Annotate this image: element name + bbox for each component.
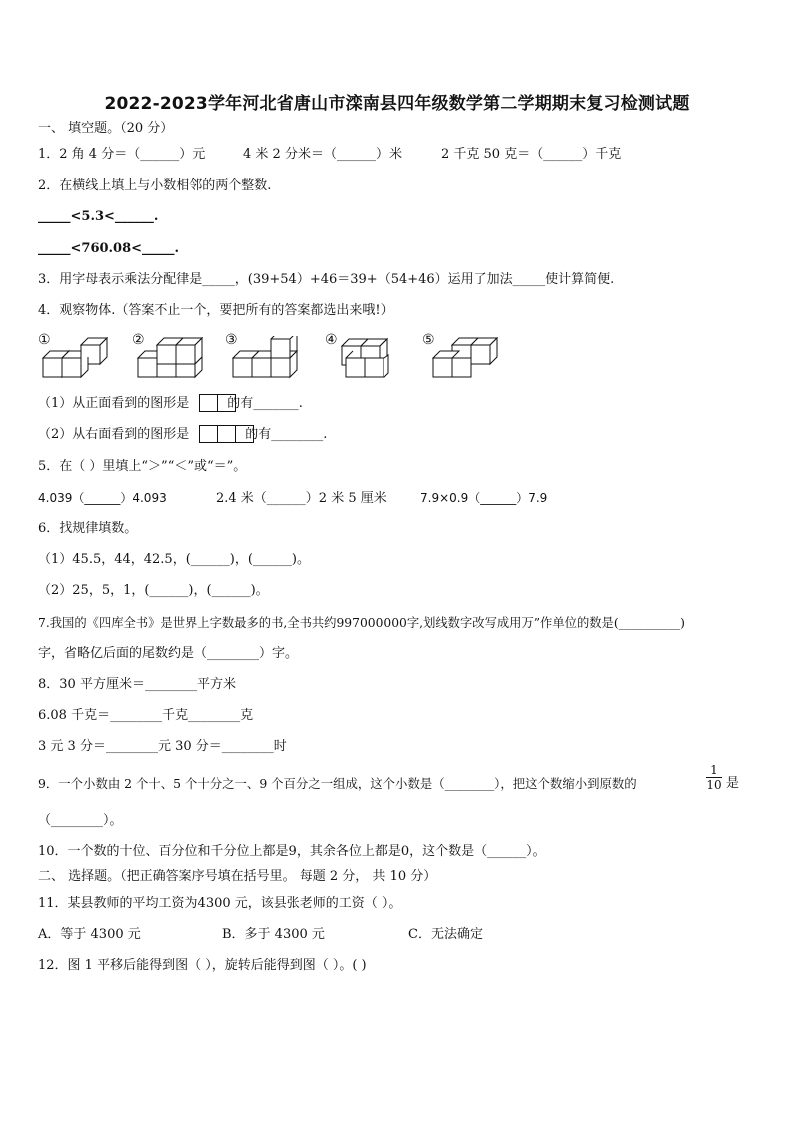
- q1-part-a: 1．2 角 4 分＝（______）元: [38, 147, 206, 162]
- section-2-heading: 二、 选择题。（把正确答案序号填在括号里。 每题 2 分， 共 10 分）: [38, 869, 437, 884]
- exam-title: 2022-2023学年河北省唐山市滦南县四年级数学第二学期期末复习检测试题: [104, 94, 690, 114]
- q5-item-a: 4.039（______）4.093: [38, 491, 167, 505]
- q7-line-2: 字，省略亿后面的尾数约是（________）字。: [38, 646, 299, 661]
- q9-line-1: 9．一个小数由 2 个十、5 个十分之一、9 个百分之一组成，这个小数是（________），把这个数缩小到原数的: [38, 776, 637, 791]
- q2-line-b: _____<760.08<_____.: [38, 241, 180, 256]
- q8-line-2: 6.08 千克＝________千克________克: [38, 708, 254, 723]
- question-3: 3．用字母表示乘法分配律是_____，(39+54）+46＝39+（54+46）运用了加法_____使计算简便.: [38, 272, 615, 287]
- figure-label-4: ④: [325, 332, 338, 348]
- q11-option-b: B．多于 4300 元: [222, 927, 325, 942]
- q4-sub-2-suffix: 的有________.: [245, 427, 328, 442]
- q9-line-2: （________）。: [38, 813, 123, 828]
- figure-label-1: ①: [38, 332, 51, 348]
- figure-label-2: ②: [132, 332, 145, 348]
- question-4: 4．观察物体.（答案不止一个，要把所有的答案都选出来哦!）: [38, 303, 394, 318]
- cube-figure-2: [133, 336, 203, 382]
- q4-sub-1-suffix: 的有_______.: [227, 396, 303, 411]
- q9-fraction-numerator: 1: [706, 763, 722, 778]
- cube-figure-4: [330, 336, 396, 382]
- front-view-grid: [199, 394, 236, 412]
- question-5: 5．在（ ）里填上“＞”“＜”或“＝”。: [38, 459, 247, 474]
- q1-part-b: 4 米 2 分米＝（______）米: [243, 147, 402, 162]
- q5-item-b: 2.4 米（______）2 米 5 厘米: [216, 491, 387, 506]
- q4-sub-2: [38, 426, 327, 444]
- cube-figure-1: [38, 336, 108, 382]
- q9-fraction: [706, 763, 722, 792]
- q6-sub-1: （1）45.5，44，42.5，(______)，(______)。: [38, 552, 310, 567]
- q9-fraction-denominator: 10: [706, 778, 722, 792]
- q8-line-3: 3 元 3 分＝________元 30 分＝________时: [38, 739, 287, 754]
- q11-options: [38, 926, 483, 944]
- question-6: 6．找规律填数。: [38, 521, 138, 536]
- question-12: 12．图 1 平移后能得到图（ ），旋转后能得到图（ ）。( ): [38, 958, 367, 973]
- q11-option-a: A．等于 4300 元: [38, 927, 141, 942]
- cube-figure-5: [428, 336, 498, 382]
- q4-sub-1-prefix: （1）从正面看到的图形是: [38, 396, 190, 411]
- q7-line-1: 7.我国的《四库全书》是世界上字数最多的书,全书共约997000000字,划线数字改写成用万”作单位的数是(__________): [38, 616, 685, 630]
- question-11: 11．某县教师的平均工资为4300 元，该县张老师的工资（ ）。: [38, 896, 402, 911]
- q4-sub-2-prefix: （2）从右面看到的图形是: [38, 427, 190, 442]
- q11-option-c: C．无法确定: [408, 927, 483, 942]
- q4-sub-1: [38, 395, 303, 413]
- q6-sub-2: （2）25，5，1，(______)，(______)。: [38, 583, 269, 598]
- q5-item-c: 7.9×0.9（______）7.9: [420, 491, 548, 505]
- cube-figure-3: [228, 336, 304, 382]
- section-1-heading: 一、 填空题。（20 分）: [38, 121, 174, 136]
- q8-line-1: 8．30 平方厘米＝________平方米: [38, 677, 236, 692]
- figure-label-3: ③: [225, 332, 238, 348]
- question-1: [38, 146, 621, 164]
- q1-part-c: 2 千克 50 克＝（______）千克: [441, 147, 622, 162]
- question-2: 2．在横线上填上与小数相邻的两个整数.: [38, 178, 272, 193]
- figure-label-5: ⑤: [422, 332, 435, 348]
- q5-items: [38, 489, 547, 508]
- right-view-grid: [199, 425, 254, 443]
- q9-after-fraction: 是: [726, 776, 740, 791]
- question-10: 10．一个数的十位、百分位和千分位上都是9，其余各位上都是0，这个数是（______）。: [38, 844, 546, 859]
- q2-line-a: _____<5.3<______.: [38, 209, 159, 224]
